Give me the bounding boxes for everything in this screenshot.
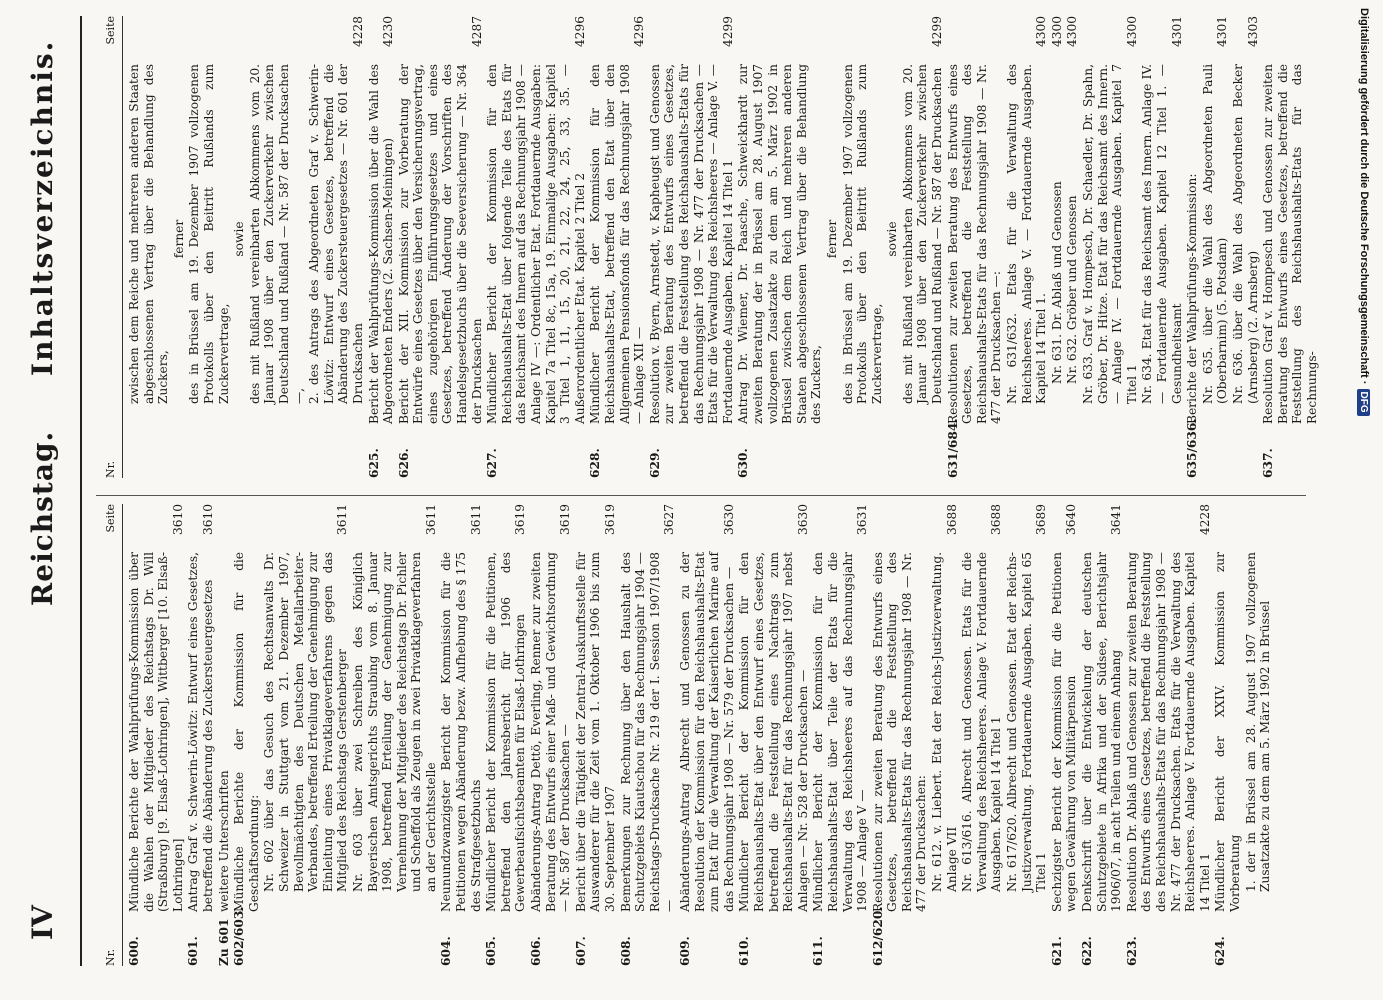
entry-page: 4299 — [930, 16, 945, 48]
entry-page: 3611 — [468, 504, 483, 536]
entry-page: 4230 — [381, 16, 396, 48]
entry-text: 2. des Antrags des Abgeordneten Graf v. Schwerin-Löwitz: Entwurf eines Gesetzes, betreffend die Abänderung des Zuckersteuergesetzes — Nr. 601 der Drucksachen — [307, 64, 365, 404]
toc-entry — [930, 504, 959, 966]
seite-label: Seite — [104, 504, 117, 533]
toc-entry — [1244, 504, 1273, 966]
toc-entry — [1081, 16, 1139, 478]
entry-page: 4296 — [632, 16, 647, 48]
entry-text: Nr. 634. Etat für das Reichsamt des Innern. Anlage IV. — Fortdauernde Ausgaben. Kapitel 12 Titel 1. — Gesundheitsamt — [1140, 64, 1184, 404]
toc-entry — [397, 16, 485, 478]
digitization-credit — [1348, 8, 1380, 998]
entry-text: Nr. 631/632. Etats für die Verwaltung des Reichsheeres. Anlage V. — Fortdauernde Ausgaben. Kapitel 14 Titel 1. — [1005, 64, 1049, 404]
entry-number: 637. — [1261, 448, 1276, 478]
entry-number: 627. — [485, 448, 500, 478]
entry-text: Mündliche Berichte der Wahlprüfungs-Kommission über die Wahlen der Mitglieder des Reichstags Dr. Will (Straßburg) [9. Elsaß-Lothringen], Wittberger [10. Elsaß-Lothringen] — [127, 552, 185, 912]
toc-entry — [127, 504, 185, 966]
entry-page: 4301 — [1215, 16, 1230, 48]
entry-number: 608. — [618, 936, 633, 966]
toc-entry — [1140, 16, 1184, 478]
toc-entry — [1213, 504, 1242, 966]
entry-text: Nr. 633. Graf v. Hompesch, Dr. Schaedler, Dr. Spahn, Gröber, Dr. Hitze. Etat für das Reichsamt des Innern. — Anlage IV. — Fortdauernde Ausgaben. Kapitel 7 Titel 1 — [1081, 64, 1139, 404]
entry-text: Resolution Graf v. Hompesch und Genossen zur zweiten Beratung des Entwurfs eines Gesetzes, betreffend die Feststellung des Reichshaushalts-Etats für das Rechnungs- — [1261, 64, 1319, 424]
toc-entry — [262, 504, 350, 966]
column-divider — [96, 495, 1306, 496]
entry-number: 626. — [396, 448, 411, 478]
entry-text: Nr. 631. Dr. Ablaß und Genossen — [1049, 181, 1064, 384]
entry-number: 601. — [186, 936, 201, 966]
entry-page: 3689 — [1034, 504, 1049, 536]
seite-label: Seite — [104, 16, 117, 45]
entry-text: Antrag Graf v. Schwerin-Löwitz: Entwurf eines Gesetzes, betreffend die Abänderung des Zuckersteuergesetzes — [186, 552, 215, 912]
entry-text: Mündlicher Bericht der Kommission für die Petitionen, betreffend den Jahresbericht für 1906 des Gewerbeaufsichtsbeamten für Elsaß-Lothringen — [484, 552, 528, 912]
toc-entry — [1201, 16, 1230, 478]
entry-page: 3619 — [513, 504, 528, 536]
entry-text: Mündlicher Bericht der Kommission für den Reichshaushalts-Etat, betreffend den Etat über den Allgemeinen Pensionsfonds für das Rechnungsjahr 1908 — Anlage XII — — [588, 64, 647, 424]
toc-entry — [1261, 16, 1319, 478]
toc-entry — [484, 504, 528, 966]
entry-text: Nr. 636. über die Wahl des Abgeordneten Becker (Arnsberg) (2. Arnsberg) — [1230, 64, 1260, 404]
entry-text: des in Brüssel am 19. Dezember 1907 vollzogenen Protokolls über den Beitritt Rußlands zum Zuckervertrage, — [840, 64, 884, 404]
entry-text: Mündlicher Bericht der Kommission für den Reichshaushalts-Etat über folgende Teile des Etats für das Reichsamt des Innern auf das Rechnungsjahr 1908 — Anlage IV —: Ordentlicher Etat. Fortdauernde Ausgaben: Kapitel 7a Titel 8c, 15a, 19. Einmalige Ausgaben: Kapitel 3 Titel 1, 11, 15, 20, 21, 22, 24, 25, 33, 35. — Außerordentlicher Etat. Kapitel 2 Titel 2 — [485, 64, 587, 424]
entry-number: 600. — [127, 936, 141, 966]
entry-page: 3630 — [795, 504, 810, 536]
entry-page: 3630 — [721, 504, 736, 536]
entry-text: Bericht der XII. Kommission zur Vorberatung der Entwürfe eines Gesetzes über den Versicherungsvertrag, eines zugehörigen Einführungsgesetzes und eines Gesetzes, betreffend Änderung der Vorschriften des Handelsgesetzbuchs über die Seeversicherung — Nr. 364 der Drucksachen — [396, 64, 484, 424]
entry-page: 3627 — [662, 504, 677, 536]
entry-text: Bericht der Wahlprüfungs-Kommission über die Wahl des Abgeordneten Enders (2. Sachsen-Meiningen) — [366, 64, 396, 424]
entry-page: 4301 — [1169, 16, 1184, 48]
toc-entry — [172, 16, 187, 478]
entry-text: Abänderungs-Antrag Albrecht und Genossen zu der Resolution der Kommission für den Reichshaushalts-Etat zum Etat für die Verwaltung der Kaiserlichen Marine auf das Rechnungsjahr 1908 — Nr. 579 der Drucksachen — — [677, 552, 736, 912]
entry-number: 629. — [647, 448, 662, 478]
entry-text: Resolutionen zur zweiten Beratung des Entwurfs eines Gesetzes, betreffend die Feststellung des Reichshaushalts-Etats für das Rechnungsjahr 1908 — Nr. 477 der Drucksachen —: — [945, 64, 1004, 424]
toc-entry — [1005, 504, 1049, 966]
entry-number: 635/636. — [1185, 418, 1200, 478]
entry-text: Nr. 613/616. Albrecht und Genossen. Etats für die Verwaltung des Reichsheeres. Anlage V. Fortdauernde Ausgaben. Kapitel 14 Titel 1 — [960, 552, 1004, 892]
header-rule — [80, 16, 82, 966]
entry-number: 611. — [811, 936, 826, 966]
toc-entry — [648, 16, 736, 478]
toc-entry — [187, 16, 231, 478]
toc-entry — [232, 16, 247, 478]
right-column — [104, 16, 1319, 478]
entry-text: Resolution v. Byern, Arnstedt, v. Kapheugst und Genossen zur zweiten Beratung des Entwurfs eines Gesetzes, betreffend die Feststellung des Reichshaushalts-Etats für das Rechnungsjahr 1908 — Nr. 477 der Drucksachen — Etats für die Verwaltung des Reichsheeres — Anlage V. — Fortdauernde Ausgaben. Kapitel 14 Titel 1 — [647, 64, 735, 424]
entry-text: des in Brüssel am 19. Dezember 1907 vollzogenen Protokolls über den Beitritt Rußlands zum Zuckervertrage, — [187, 64, 231, 404]
toc-entry — [885, 16, 900, 478]
toc-entry — [351, 504, 439, 966]
entry-number: Zu 601 — [216, 918, 231, 966]
entry-text: Bericht über die Tätigkeit der Zentral-Auskunftsstelle für Auswanderer für die Zeit vom 1. Oktober 1906 bis zum 30. September 1907 — [573, 552, 617, 912]
entry-number: 621. — [1049, 936, 1064, 966]
entry-text: des mit Rußland vereinbarten Abkommens vom 20. Januar 1908 über den Zuckerverkehr zwischen Deutschland und Rußland — Nr. 587 der Drucksachen — [900, 64, 945, 404]
toc-entry — [871, 504, 929, 966]
toc-entry — [678, 504, 736, 966]
entry-page: 3619 — [603, 504, 617, 536]
entry-number: 602/603. — [232, 906, 247, 966]
entry-text: Resolutionen zur zweiten Beratung des Entwurfs eines Gesetzes, betreffend die Feststellung des Reichshaushalts-Etats für das Rechnungsjahr 1908 — Nr. 477 der Drucksachen: — [870, 552, 929, 912]
entry-text: Nr. 632. Gröber und Genossen — [1065, 195, 1080, 384]
toc-entry — [1005, 16, 1049, 478]
entry-text: Neunundzwanzigster Bericht der Kommission für die Petitionen wegen Abänderung bezw. Aufhebung des § 175 des Strafgesetzbuchs — [439, 552, 483, 912]
toc-entry — [232, 504, 261, 966]
entry-text: Nr. 617/620. Albrecht und Genossen. Etat der Reichs-Justizverwaltung. Fortdauernde Ausgaben. Kapitel 65 Titel 1 — [1005, 552, 1049, 892]
toc-entry — [217, 504, 232, 966]
entry-page: 3619 — [558, 504, 573, 536]
entry-page: 4228 — [350, 16, 365, 48]
entry-text: Mündlicher Bericht der Kommission für den Reichshaushalts-Etat über den Entwurf eines Gesetzes, betreffend die Feststellung eines Nachtrags zum Reichshaushalts-Etat für das Rechnungsjahr 1907 nebst Anlagen — Nr. 528 der Drucksachen — — [737, 552, 810, 912]
toc-entry — [439, 504, 483, 966]
toc-entry — [307, 16, 365, 478]
entry-page: 4296 — [572, 16, 587, 48]
dfg-logo: DFG — [1358, 389, 1371, 416]
toc-entry — [574, 504, 618, 966]
entry-number: 610. — [737, 936, 752, 966]
toc-entry — [186, 504, 215, 966]
entry-text: Bemerkungen zur Rechnung über den Haushalt des Schutzgebiets Kiautschou für das Rechnungsjahr 1904 — Reichstags-Drucksache Nr. 219 der I. Session 1907/1908 — — [618, 552, 677, 912]
toc-entry — [1065, 16, 1080, 478]
toc-entry — [811, 504, 869, 966]
toc-entry — [825, 16, 840, 478]
toc-entry — [960, 504, 1004, 966]
entry-text: Mündliche Berichte der Kommission für die Geschäftsordnung: — [232, 552, 261, 912]
entry-page: 3610 — [200, 504, 215, 536]
entry-number: 605. — [484, 936, 499, 966]
toc-entry — [1231, 16, 1260, 478]
entry-page: 4300 — [1034, 16, 1049, 48]
entry-page: 4300 — [1124, 16, 1139, 48]
entry-text: Nr. 635. über die Wahl des Abgeordneten Pauli (Oberbarnim) (5. Potsdam) — [1200, 64, 1230, 404]
entry-page: 3610 — [170, 504, 185, 536]
toc-entry — [946, 16, 1004, 478]
left-column — [104, 504, 1304, 966]
entry-text: Abänderungs-Antrag Dettö, Everling, Renner zur zweiten Beratung des Entwurfs einer Maß- und Gewichtsordnung — Nr. 587 der Drucksachen — — [529, 552, 573, 912]
entry-number: 631/684. — [945, 418, 960, 478]
nr-label: Nr. — [104, 460, 117, 478]
entry-number: 625. — [366, 448, 381, 478]
header-title-inhaltsverzeichnis: Inhaltsverzeichnis. — [26, 39, 59, 376]
entry-text: Mündlicher Bericht der XXIV. Kommission zur Vorberatung — [1213, 552, 1242, 912]
entry-number: 622. — [1080, 936, 1094, 966]
page-number: IV — [26, 905, 59, 940]
right-column-head — [104, 16, 123, 478]
entry-page: 3611 — [335, 504, 350, 536]
toc-entry — [248, 16, 306, 478]
entry-text: zwischen dem Reiche und mehreren anderen Staaten abgeschlossenen Vertrag über die Behandlung des Zuckers, — [127, 64, 171, 404]
entry-page: 3611 — [423, 504, 438, 536]
entry-text: Nr. 603 über zwei Schreiben des Königlich Bayerischen Amtsgerichts Straubing vom 8. Januar 1908, betreffend Erteilung der Genehmigung zur Vernehmung der Mitglieder des Reichstags Dr. Pichler und Scheffold als Zeugen in zwei Privatklageverfahren an der Gerichtsstelle — [350, 552, 438, 892]
entry-page: 4228 — [1197, 504, 1212, 536]
left-column-head — [104, 504, 123, 966]
toc-entry — [1050, 504, 1079, 966]
toc-entry — [1125, 504, 1213, 966]
toc-entry — [367, 16, 396, 478]
toc-entry — [1080, 504, 1124, 966]
header-title-reichstag: Reichstag. — [26, 430, 59, 606]
entry-number: 624. — [1213, 936, 1228, 966]
entry-page: 4303 — [1245, 16, 1260, 48]
entry-page: 3641 — [1109, 504, 1124, 536]
entry-number: 612/620. — [870, 906, 885, 966]
entry-text: Denkschrift über die Entwickelung der deutschen Schutzgebiete in Afrika und der Südsee, Berichtsjahr 1906/07, in acht Teilen und einem Anhang — [1080, 552, 1124, 912]
entry-text: des mit Rußland vereinbarten Abkommens vom 20. Januar 1908 über den Zuckerverkehr zwischen Deutschland und Rußland — Nr. 587 der Drucksachen —, — [247, 64, 306, 404]
entry-text: ferner — [171, 219, 186, 259]
entry-page: 4300 — [1065, 16, 1080, 48]
entry-text: Mündlicher Bericht der Kommission für den Reichshaushalts-Etat über Teile der Etats für die Verwaltung des Reichsheeres auf das Rechnungsjahr 1908 — Anlage V — — [811, 552, 870, 912]
entry-page: 4300 — [1049, 16, 1064, 48]
entry-page: 3640 — [1064, 504, 1079, 536]
entry-page: 4299 — [720, 16, 735, 48]
left-entry-list — [127, 504, 1273, 966]
toc-entry — [588, 16, 646, 478]
entry-number: 606. — [529, 936, 544, 966]
toc-entry — [841, 16, 885, 478]
entry-page: 3631 — [855, 504, 870, 536]
toc-entry — [619, 504, 677, 966]
toc-entry — [127, 16, 171, 478]
entry-page: 4287 — [469, 16, 484, 48]
entry-number: 609. — [677, 936, 692, 966]
page-header — [22, 16, 88, 976]
entry-text: Antrag Dr. Wiemer, Dr. Paasche, Schweickhardt zur zweiten Beratung der in Brüssel am 28. August 1907 vollzogenen Zusatzakte zu dem am 5. März 1902 in Brüssel zwischen dem Reich und mehreren anderen Staaten abgeschlossenen Vertrag über die Behandlung des Zuckers, — [736, 64, 824, 424]
toc-entry — [737, 504, 810, 966]
toc-entry — [1050, 16, 1065, 478]
entry-text: sowie — [885, 221, 900, 257]
credit-text: Digitalisierung gefördert durch die Deutsche Forschungsgemeinschaft · — [1358, 8, 1370, 385]
entry-number: 623. — [1124, 936, 1139, 966]
entry-text: weitere Unterschriften — [216, 770, 231, 912]
entry-number: 604. — [439, 936, 454, 966]
toc-entry — [1185, 16, 1200, 478]
toc-entry — [736, 16, 824, 478]
nr-label: Nr. — [104, 948, 117, 966]
toc-entry — [485, 16, 587, 478]
toc-entry — [529, 504, 573, 966]
entry-text: Nr. 602 über das Gesuch des Rechtsanwalts Dr. Schweizer in Stuttgart vom 21. Dezember 1907, Bevollmächtigten des Deutschen Metallarbeiter-Verbandes, betreffend Erteilung der Genehmigung zur Einleitung eines Privatklageverfahrens gegen das Mitglied des Reichstags Gerstenberger — [262, 552, 350, 892]
entry-text: ferner — [824, 219, 839, 259]
entry-number: 607. — [573, 936, 588, 966]
right-entry-list — [127, 16, 1320, 478]
entry-text: Sechzigster Bericht der Kommission für die Petitionen wegen Gewährung von Militärpension — [1049, 552, 1079, 912]
entry-text: Berichte der Wahlprüfungs-Kommission: — [1185, 173, 1200, 424]
entry-text: Nr. 612. v. Liebert. Etat der Reichs-Justizverwaltung. Anlage VII — [930, 552, 959, 892]
entry-page: 3688 — [989, 504, 1004, 536]
entry-text: 1. der in Brüssel am 28. August 1907 vollzogenen Zusatzakte zu dem am 5. März 1902 in Brüssel — [1243, 552, 1273, 892]
toc-entry — [901, 16, 945, 478]
entry-text: sowie — [232, 221, 247, 257]
entry-number: 630. — [736, 448, 751, 478]
entry-number: 628. — [588, 448, 603, 478]
entry-text: Resolution Dr. Ablaß und Genossen zur zweiten Beratung des Entwurfs eines Gesetzes, betreffend die Feststellung des Reichshaushalts-Etats für das Rechnungsjahr 1908 — Nr. 477 der Drucksachen. Etats für die Verwaltung des Reichsheeres. Anlage V. Fortdauernde Ausgaben. Kapitel 14 Titel 1 — [1124, 552, 1212, 912]
entry-page: 3688 — [944, 504, 959, 536]
